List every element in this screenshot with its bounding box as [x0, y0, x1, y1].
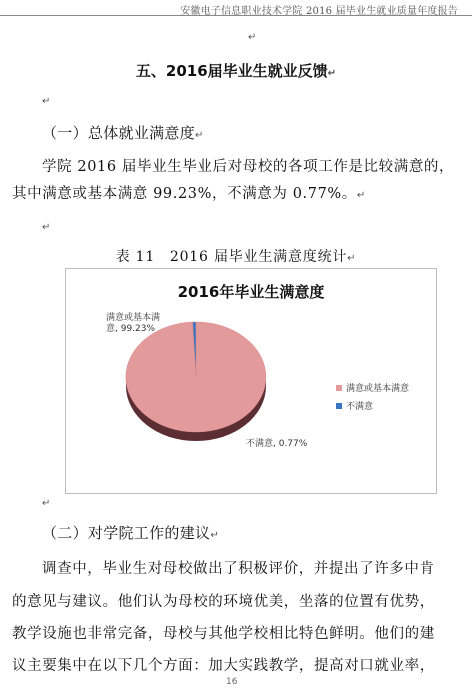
- slice-label-satisfied: [106, 313, 160, 335]
- paragraph-mark-icon: ↵: [42, 498, 51, 509]
- paragraph-line: 调查中，毕业生对母校做出了积极评价，并提出了许多中肯: [42, 561, 435, 577]
- paragraph-mark-icon: ↵: [42, 222, 51, 233]
- pie-chart: [65, 268, 437, 494]
- paragraph-line: [12, 182, 366, 203]
- legend-swatch: [336, 403, 342, 409]
- page-number: 16: [226, 677, 238, 687]
- subsection-heading: [42, 522, 219, 543]
- paragraph-line: 议主要集中在以下几个方面：加大实践教学，提高对口就业率，: [12, 658, 435, 674]
- legend-item: [336, 399, 409, 412]
- paragraph-line: 教学设施也非常完备，母校与其他学校相比特色鲜明。他们的建: [12, 626, 435, 642]
- paragraph-mark-icon: ↵: [347, 253, 357, 264]
- paragraph-mark-icon: ↵: [248, 32, 257, 43]
- paragraph-line: 的意见与建议。他们认为母校的环境优美，坐落的位置有优势，: [12, 594, 435, 610]
- paragraph-line-text: 其中满意或基本满意 99.23%，不满意为 0.77%。: [12, 186, 357, 202]
- chart-title: 2016年毕业生满意度: [177, 283, 325, 301]
- subsection-heading-text: （一）总体就业满意度: [42, 124, 196, 142]
- slice-label-line: 意, 99.23%: [106, 324, 156, 334]
- paragraph-line: 学院 2016 届毕业生毕业后对母校的各项工作是比较满意的，: [42, 159, 455, 175]
- legend-swatch: [336, 385, 342, 391]
- header-rule: [0, 15, 472, 16]
- subsection-heading-text: （二）对学院工作的建议: [42, 524, 211, 542]
- slice-label-unsatisfied: 不满意, 0.77%: [246, 439, 308, 449]
- section-title: [0, 60, 472, 81]
- legend-label: 不满意: [346, 402, 374, 412]
- paragraph-mark-icon: ↵: [327, 68, 337, 79]
- page-header: 安徽电子信息职业技术学院 2016 届毕业生就业质量年度报告: [180, 6, 458, 17]
- table-caption: [0, 246, 472, 266]
- paragraph-mark-icon: ↵: [210, 530, 219, 541]
- slice-label-line: 满意或基本满: [106, 313, 161, 323]
- paragraph-mark-icon: ↵: [195, 130, 204, 141]
- paragraph-mark-icon: ↵: [356, 190, 366, 201]
- subsection-heading: [42, 122, 204, 143]
- paragraph-mark-icon: ↵: [42, 96, 51, 107]
- table-caption-text: 表 11 2016 届毕业生满意度统计: [115, 249, 348, 265]
- legend-item: [336, 381, 409, 394]
- legend-label: 满意或基本满意: [346, 384, 410, 394]
- chart-legend: [336, 381, 409, 417]
- section-title-text: 五、2016届毕业生就业反馈: [135, 62, 328, 80]
